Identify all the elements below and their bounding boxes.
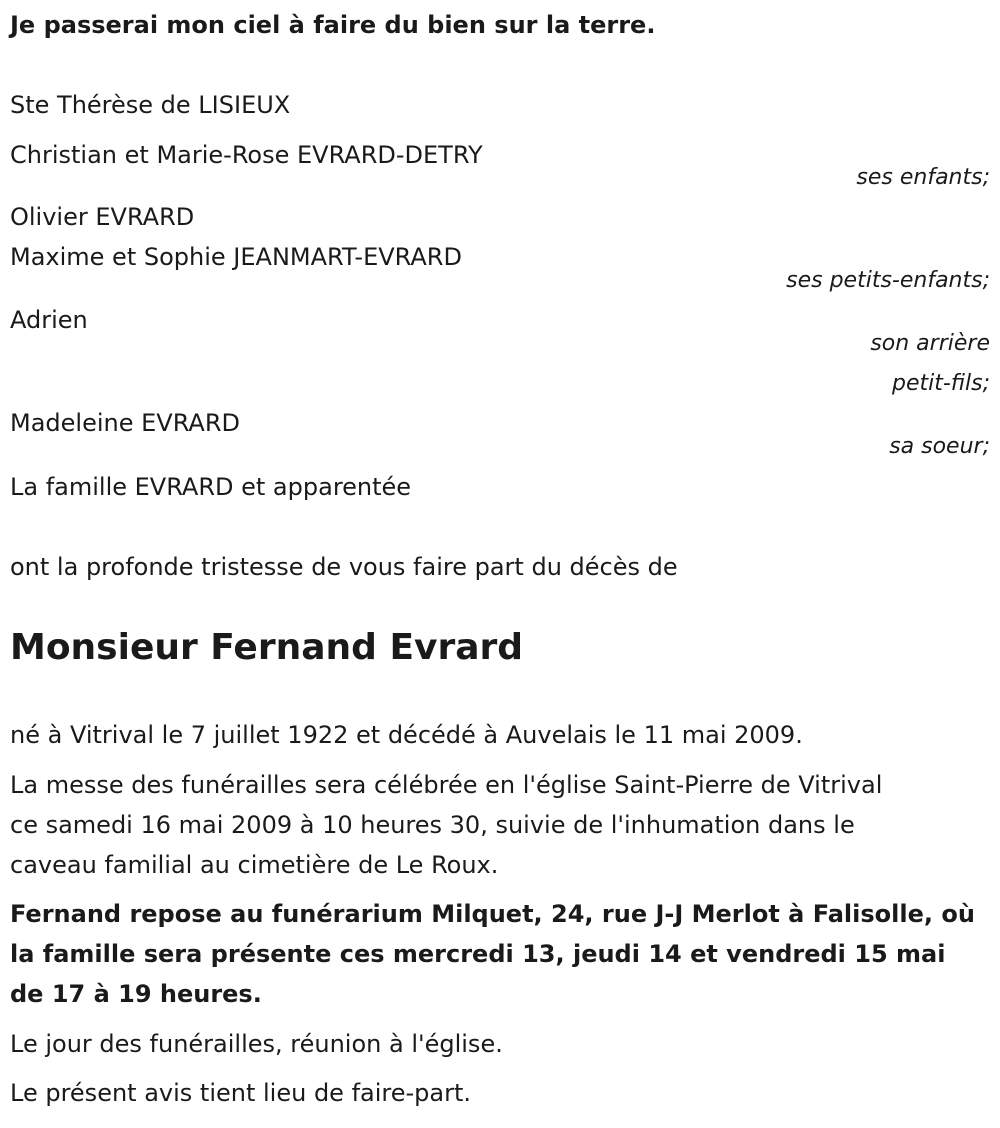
family-great-grandchild-name: Adrien: [10, 306, 88, 334]
birth-death: né à Vitrival le 7 juillet 1922 et décédé à Auvelais le 11 mai 2009.: [10, 721, 803, 749]
family-grandchild-name-1: Olivier EVRARD: [10, 203, 195, 231]
family-children-name: Christian et Marie-Rose EVRARD-DETRY: [10, 141, 483, 169]
obituary-notice: [10, 0, 990, 1128]
relation-sister: sa soeur;: [889, 434, 990, 459]
mass-line-2: ce samedi 16 mai 2009 à 10 heures 30, suivie de l'inhumation dans le: [10, 811, 855, 839]
quote-author: Ste Thérèse de LISIEUX: [10, 91, 291, 119]
relation-grandchildren: ses petits-enfants;: [786, 268, 990, 293]
family-sister-name: Madeleine EVRARD: [10, 409, 240, 437]
family-general: La famille EVRARD et apparentée: [10, 473, 412, 501]
family-grandchild-name-2: Maxime et Sophie JEANMART-EVRARD: [10, 243, 462, 271]
deceased-name: Monsieur Fernand Evrard: [10, 627, 524, 668]
announcement: ont la profonde tristesse de vous faire part du décès de: [10, 553, 678, 581]
funerarium-line-1: Fernand repose au funérarium Milquet, 24, rue J-J Merlot à Falisolle, où: [10, 900, 975, 928]
mass-line-1: La messe des funérailles sera célébrée en l'église Saint-Pierre de Vitrival: [10, 771, 883, 799]
funerarium-line-3: de 17 à 19 heures.: [10, 980, 262, 1008]
mass-line-3: caveau familial au cimetière de Le Roux.: [10, 851, 499, 879]
quote: Je passerai mon ciel à faire du bien sur la terre.: [10, 11, 656, 39]
relation-great-grandchild-line-1: son arrière: [870, 331, 990, 356]
relation-children: ses enfants;: [856, 165, 990, 190]
notice: Le présent avis tient lieu de faire-part.: [10, 1079, 472, 1107]
funerarium-line-2: la famille sera présente ces mercredi 13, jeudi 14 et vendredi 15 mai: [10, 940, 946, 968]
relation-great-grandchild-line-2: petit-fils;: [891, 371, 990, 396]
meeting: Le jour des funérailles, réunion à l'église.: [10, 1030, 503, 1058]
